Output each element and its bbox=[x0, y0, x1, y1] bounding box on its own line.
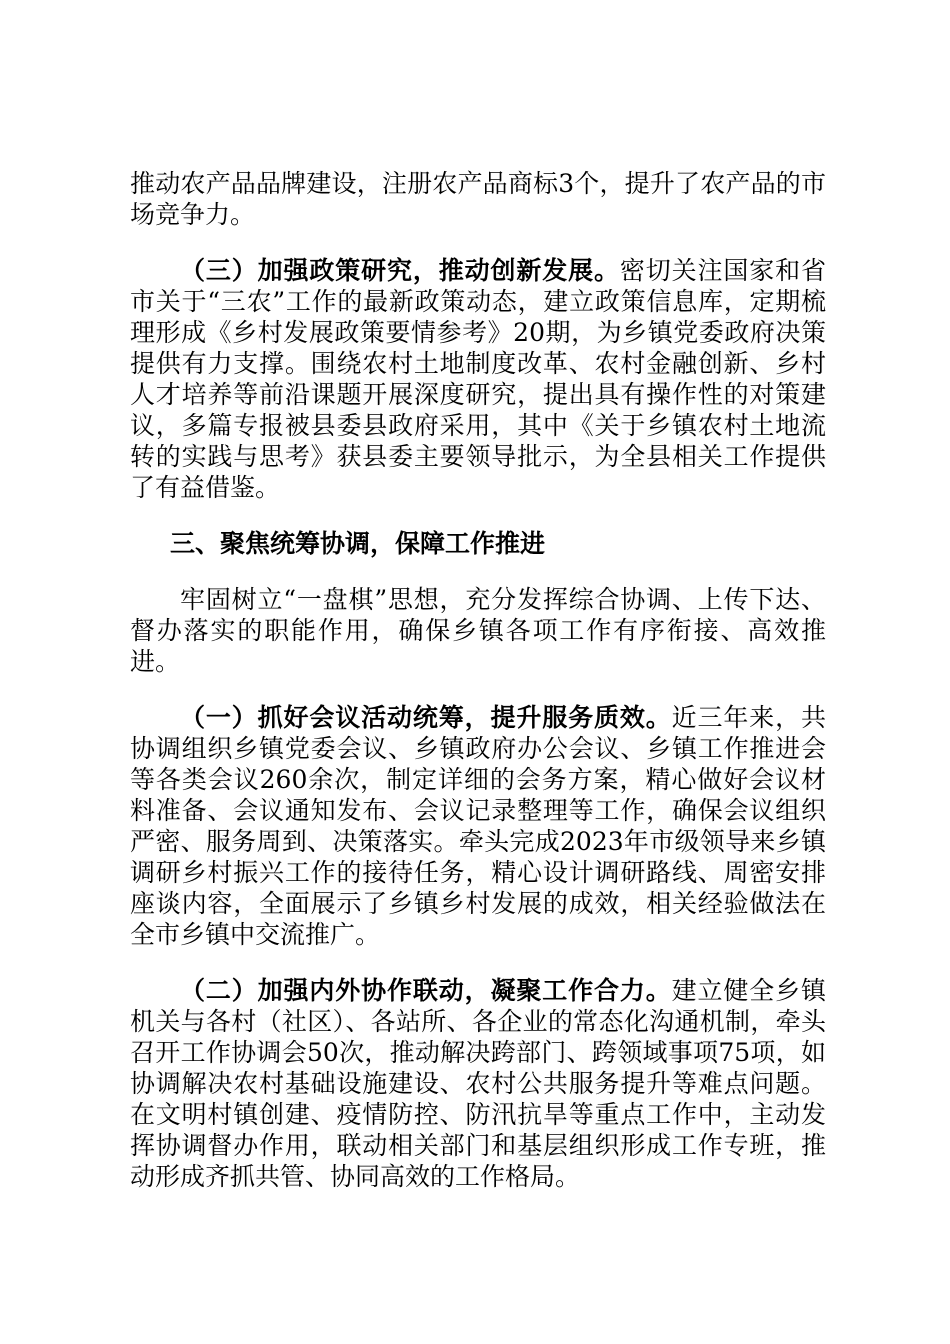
paragraph-1-text: 推动农产品品牌建设，注册农产品商标3个，提升了农产品的市场竞争力。 bbox=[130, 169, 826, 229]
paragraph-2-text: 密切关注国家和省市关于“三农”工作的最新政策动态，建立政策信息库，定期梳理形成《乡村发展政策要情参考》20期，为乡镇党委政府决策提供有力支撑。围绕农村土地制度改革、农村金融创新、乡村人才培养等前沿课题开展深度研究，提出具有操作性的对策建议，多篇专报被县委县政府采用，其中《关于乡镇农村土地流转的实践与思考》获县委主要领导批示，为全县相关工作提供了有益借鉴。 bbox=[130, 256, 826, 502]
paragraph-3-text: 牢固树立“一盘棋”思想，充分发挥综合协调、上传下达、督办落实的职能作用，确保乡镇各项工作有序衔接、高效推进。 bbox=[130, 585, 826, 676]
paragraph-5-text: 建立健全乡镇机关与各村（社区）、各站所、各企业的常态化沟通机制，牵头召开工作协调会50次，推动解决跨部门、跨领域事项75项，如协调解决农村基础设施建设、农村公共服务提升等难点问题。在文明村镇创建、疫情防控、防汛抗旱等重点工作中，主动发挥协调督办作用，联动相关部门和基层组织形成工作专班，推动形成齐抓共管、协同高效的工作格局。 bbox=[130, 976, 826, 1191]
subsection-heading-3: （三）加强政策研究，推动创新发展。 bbox=[180, 256, 620, 285]
paragraph-2 bbox=[130, 255, 826, 503]
paragraph-5 bbox=[130, 975, 826, 1192]
paragraph-4-text: 近三年来，共协调组织乡镇党委会议、乡镇政府办公会议、乡镇工作推进会等各类会议260余次，制定详细的会务方案，精心做好会议材料准备、会议通知发布、会议记录整理等工作，确保会议组织严密、服务周到、决策落实。牵头完成2023年市级领导来乡镇调研乡村振兴工作的接待任务，精心设计调研路线、周密安排座谈内容，全面展示了乡镇乡村发展的成效，相关经验做法在全市乡镇中交流推广。 bbox=[130, 703, 826, 949]
document-body bbox=[130, 168, 826, 1217]
paragraph-3 bbox=[130, 584, 826, 677]
subsection-heading-1: （一）抓好会议活动统筹，提升服务质效。 bbox=[180, 703, 672, 732]
section-3-title: 三、聚焦统筹协调，保障工作推进 bbox=[170, 529, 546, 558]
paragraph-4 bbox=[130, 702, 826, 950]
subsection-heading-2: （二）加强内外协作联动，凝聚工作合力。 bbox=[180, 976, 672, 1005]
paragraph-1 bbox=[130, 168, 826, 230]
